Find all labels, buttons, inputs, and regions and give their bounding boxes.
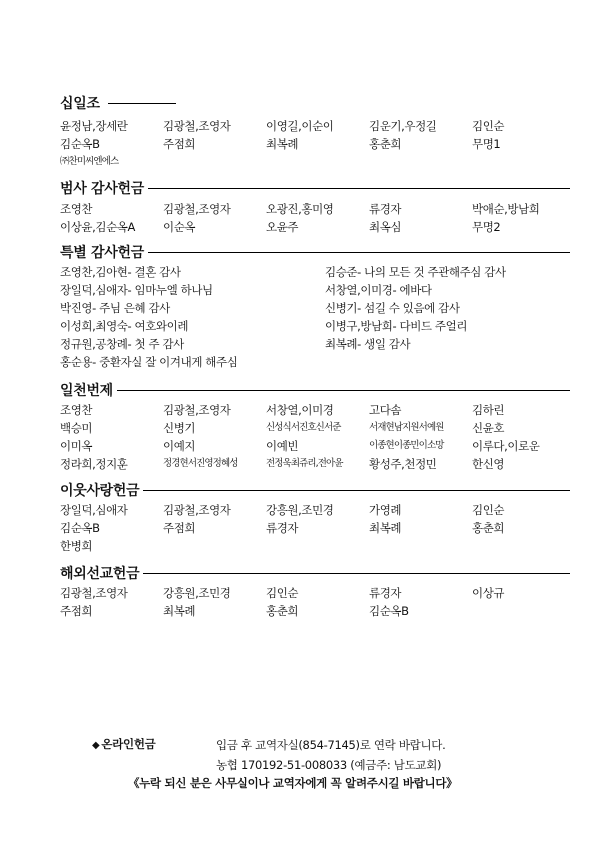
name-cell: 김순옥B xyxy=(60,521,100,535)
name-cell: 한신영 xyxy=(472,457,505,471)
name-cell: 류경자 xyxy=(266,521,299,535)
section-title: 특별 감사헌금 xyxy=(60,245,144,261)
name-cell: 김광철,조영자 xyxy=(163,202,231,216)
name-cell: 이종현이종민이소망 xyxy=(369,440,444,451)
contact-notice: 입금 후 교역자실(854-7145)로 연락 바랍니다. xyxy=(216,738,446,752)
name-cell: 한병희 xyxy=(60,539,93,553)
name-cell: 김순옥B xyxy=(369,604,409,618)
divider xyxy=(148,188,570,189)
divider xyxy=(143,490,570,491)
name-grid xyxy=(60,584,570,620)
name-cell: 김인순 xyxy=(266,586,299,600)
thanks-entry: 정규원,공창례- 첫 주 감사 xyxy=(60,337,184,351)
name-grid xyxy=(60,401,570,473)
omission-notice: 《누락 되신 분은 사무실이나 교역자에게 꼭 알려주시길 바랍니다》 xyxy=(128,776,458,790)
section-header xyxy=(60,563,570,583)
name-cell: 주점희 xyxy=(60,604,93,618)
name-cell: 신윤호 xyxy=(472,421,505,435)
name-cell: 고다솜 xyxy=(369,403,402,417)
name-cell: 가영례 xyxy=(369,503,402,517)
bank-account: 농협 170192-51-008033 (예금주: 남도교회) xyxy=(216,758,442,772)
name-cell: 김광철,조영자 xyxy=(163,403,231,417)
name-cell: 조영찬 xyxy=(60,202,93,216)
name-grid xyxy=(60,501,570,555)
thanks-entry xyxy=(325,353,570,371)
thanks-entry: 신병기- 섬길 수 있음에 감사 xyxy=(325,301,460,315)
name-cell: 백승미 xyxy=(60,421,93,435)
name-cell: 무명1 xyxy=(472,137,501,151)
name-cell: 윤정남,장세란 xyxy=(60,119,128,133)
section-overseas-mission xyxy=(60,563,570,620)
name-cell: 전정욱최쥬리,전아윤 xyxy=(266,458,343,469)
name-cell: 최복례 xyxy=(163,604,196,618)
section-thousand-offering xyxy=(60,380,570,473)
divider xyxy=(117,390,570,391)
thanks-entry: 김승준- 나의 모든 것 주관해주심 감사 xyxy=(325,265,506,279)
name-cell: 이상규 xyxy=(472,586,505,600)
name-cell: 이순옥 xyxy=(163,220,196,234)
name-cell: 이예빈 xyxy=(266,439,299,453)
thanks-entry: 이병구,방남희- 다비드 주얼리 xyxy=(325,319,468,333)
name-cell: 무명2 xyxy=(472,220,501,234)
name-cell: 홍춘희 xyxy=(472,521,505,535)
thanks-entry: 홍순용- 중환자실 잘 이겨내게 해주심 xyxy=(60,355,238,369)
section-header xyxy=(60,480,570,500)
section-header xyxy=(60,380,570,400)
thanks-entry: 장일덕,심애자- 임마누엘 하나님 xyxy=(60,283,213,297)
name-cell: 정라희,정지훈 xyxy=(60,457,128,471)
name-cell: 강흥원,조민경 xyxy=(266,503,334,517)
name-cell: 이상윤,김순옥A xyxy=(60,220,135,234)
name-cell: 이루다,이로운 xyxy=(472,439,540,453)
name-cell: 강흥원,조민경 xyxy=(163,586,231,600)
divider xyxy=(108,103,176,104)
name-cell: 이미옥 xyxy=(60,439,93,453)
name-cell: 주점희 xyxy=(163,521,196,535)
name-cell: 신병기 xyxy=(163,421,196,435)
name-cell: 최복례 xyxy=(266,137,299,151)
thanks-entry: 최복례- 생일 감사 xyxy=(325,337,411,351)
thanks-entry: 이성희,최영숙- 여호와이레 xyxy=(60,319,189,333)
name-cell: 박애순,방남희 xyxy=(472,202,540,216)
name-cell: 김광철,조영자 xyxy=(163,503,231,517)
divider xyxy=(148,252,570,253)
name-cell: 조영찬 xyxy=(60,403,93,417)
name-cell: 김하린 xyxy=(472,403,505,417)
name-cell: 홍춘희 xyxy=(369,137,402,151)
thanks-entry: 박진영- 주님 은혜 감사 xyxy=(60,301,170,315)
section-special-thanks xyxy=(60,242,570,371)
section-title: 일천번제 xyxy=(60,383,113,399)
name-cell: ㈜찬미씨엔에스 xyxy=(60,156,119,167)
section-title: 이웃사랑헌금 xyxy=(60,483,140,499)
section-title: 범사 감사헌금 xyxy=(60,181,144,197)
name-cell: 오윤주 xyxy=(266,220,299,234)
name-cell: 김인순 xyxy=(472,503,505,517)
name-grid xyxy=(60,200,570,236)
name-cell: 이예지 xyxy=(163,439,196,453)
name-cell: 황성주,천정민 xyxy=(369,457,437,471)
thanks-entry: 조영찬,김아현- 결혼 감사 xyxy=(60,265,181,279)
name-cell: 신성식서진호신서준 xyxy=(266,422,341,433)
section-title: 십일조 xyxy=(60,96,100,112)
section-header xyxy=(60,242,570,262)
thanks-list xyxy=(60,263,570,371)
name-cell: 김광철,조영자 xyxy=(163,119,231,133)
name-cell: 서재현남지원서예원 xyxy=(369,422,444,433)
name-cell: 김순옥B xyxy=(60,137,100,151)
section-neighbor-love xyxy=(60,480,570,555)
section-header xyxy=(60,93,570,113)
name-cell: 최옥심 xyxy=(369,220,402,234)
thanks-entry: 서창열,이미경- 에바다 xyxy=(325,283,432,297)
name-cell: 최복례 xyxy=(369,521,402,535)
name-cell: 서창열,이미경 xyxy=(266,403,334,417)
name-cell: 류경자 xyxy=(369,202,402,216)
online-offering-label xyxy=(92,736,155,752)
name-cell: 정경현서진영정혜성 xyxy=(163,458,238,469)
name-cell: 이영길,이순이 xyxy=(266,119,334,133)
section-tithe xyxy=(60,93,570,171)
name-cell: 홍춘희 xyxy=(266,604,299,618)
name-cell: 김광철,조영자 xyxy=(60,586,128,600)
name-cell: 오광진,홍미영 xyxy=(266,202,334,216)
section-header xyxy=(60,178,570,198)
section-criminal-thanks xyxy=(60,178,570,236)
section-title: 해외선교헌금 xyxy=(60,566,140,582)
name-cell: 장일덕,심애자 xyxy=(60,503,128,517)
diamond-icon: ◆ xyxy=(92,740,100,751)
name-grid xyxy=(60,117,570,171)
name-cell: 김운기,우정길 xyxy=(369,119,437,133)
divider xyxy=(143,573,570,574)
name-cell: 김인순 xyxy=(472,119,505,133)
online-offering-text: 온라인헌금 xyxy=(101,737,156,751)
name-cell: 주점희 xyxy=(163,137,196,151)
name-cell: 류경자 xyxy=(369,586,402,600)
